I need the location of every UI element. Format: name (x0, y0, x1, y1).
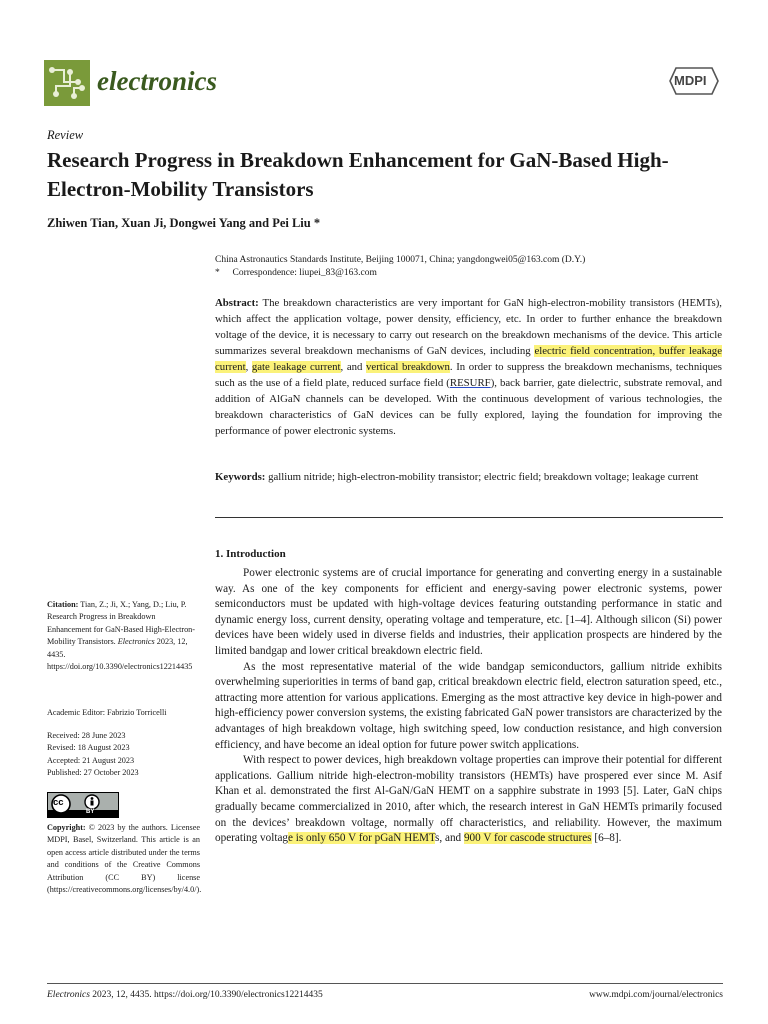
cc-license-badge[interactable] (47, 792, 119, 818)
copyright-notice (47, 822, 200, 896)
journal-logo-icon (44, 60, 90, 106)
introduction-body (215, 566, 722, 847)
mdpi-logo (668, 66, 720, 96)
abstract-text: ), back barrier, gate dielectric, substrate removal, and addition of AlGaN channels can be developed. With the continuous development of various technologies, the breakdown characteristics of GaN devices can be fully explored, laying the foundation for improving the performance of power electronic systems. (215, 377, 722, 437)
by-icon: BY (86, 809, 95, 815)
received-date: Received: 28 June 2023 (47, 731, 126, 740)
citation (47, 599, 200, 673)
paragraph-text: With respect to power devices, high breakdown voltage properties can improve their potential for different applications. Gallium nitride high-electron-mobility transistors (HEMTs) have prospered ever since M. Asif Khan et al. demonstrated the first Al-GaN/GaN HEMT on a sapphire substrate in 1993 [5]. Later, GaN chips gradually became commercialized in 2010, after which, the research interest in GaN HEMTs primarily focused on the devices’ breakdown voltage, normally off characteristics, and reliability. However, the maximum operating voltag (215, 754, 722, 845)
journal-name: electronics (97, 66, 217, 96)
highlight[interactable]: gate leakage current (251, 361, 341, 373)
highlight[interactable]: 900 V for cascode structures (463, 832, 592, 845)
footer-journal-url[interactable]: www.mdpi.com/journal/electronics (589, 990, 723, 1000)
abstract-text: , and (340, 361, 366, 373)
correspondence (215, 268, 377, 278)
published-date: Published: 27 October 2023 (47, 768, 139, 778)
keywords (215, 469, 722, 485)
paragraph: As the most representative material of the wide bandgap semiconductors, gallium nitride exhibits overwhelming superiorities in terms of band gap, critical breakdown electric field, electron saturation speed, etc., attracting more attention for various applications. Emerging as the most attractive key device in high-power and high-efficiency power conversion systems, the existing fabricated GaN power transistors are characterized by the advantages of high breakdown voltage, high switching speed, low conduction resistance, and high conversion efficiency, and have become an ideal option for future power switch applications. (215, 660, 722, 751)
citation-doi[interactable]: 2023, 12, 4435. https://doi.org/10.3390/electronics12214435 (47, 637, 193, 672)
footer-divider (47, 983, 723, 984)
footer-journal: Electronics (47, 990, 90, 1000)
divider (215, 517, 723, 518)
paragraph (215, 753, 722, 847)
academic-editor: Academic Editor: Fabrizio Torricelli (47, 708, 167, 717)
keywords-label: Keywords: (215, 471, 266, 483)
copyright-label: Copyright: (47, 823, 86, 832)
highlight[interactable]: electric field concentration, buffer leakage current (215, 345, 722, 373)
mdpi-logo-text: MDPI (674, 73, 707, 88)
abstract-text: The breakdown characteristics are very important for GaN high-electron-mobility transistors (HEMTs), which affect the application voltage, power density, efficiency, etc. In order to further enhance the breakdown voltage of the device, it is necessary to carry out research on the breakdown mechanisms of the device. This article summarizes several breakdown mechanisms of GaN devices, including (215, 297, 722, 357)
paragraph-text: [6–8]. (591, 832, 622, 845)
highlight[interactable]: vertical breakdown (366, 361, 450, 373)
abstract-label: Abstract: (215, 297, 259, 309)
affiliation: China Astronautics Standards Institute, Beijing 100071, China; yangdongwei05@163.com (D.Y.) (215, 255, 586, 265)
abstract-text: . In order to suppress the breakdown mechanisms, techniques such as the use of a field plate, reduced surface field ( (215, 361, 723, 389)
resurf-annotation[interactable]: RESURF (449, 377, 491, 389)
paragraph-text: s, and (435, 832, 464, 845)
revised-date: Revised: 18 August 2023 (47, 743, 130, 753)
page-title: Research Progress in Breakdown Enhancement for GaN-Based High-Electron-Mobility Transistors (47, 148, 669, 201)
abstract-text: , (245, 361, 252, 373)
citation-journal: Electronics (117, 637, 155, 647)
author-list: Zhiwen Tian, Xuan Ji, Dongwei Yang and Pei Liu * (47, 216, 321, 230)
cc-icon: cc (53, 797, 64, 808)
article-type: Review (47, 128, 84, 142)
keywords-text: gallium nitride; high-electron-mobility transistor; electric field; breakdown voltage; leakage current (265, 471, 699, 483)
highlight[interactable]: e is only 650 V for pGaN HEMT (288, 832, 436, 845)
publication-dates (47, 730, 200, 780)
correspondence-email[interactable]: Correspondence: liupei_83@163.com (232, 268, 377, 278)
citation-text: Tian, Z.; Ji, X.; Yang, D.; Liu, P. Research Progress in Breakdown Enhancement for GaN-Based High-Electron-Mobility Transistors. (47, 600, 195, 647)
footer-citation (47, 990, 323, 1000)
section-heading: 1. Introduction (215, 548, 286, 560)
citation-label: Citation: (47, 600, 79, 609)
copyright-text: © 2023 by the authors. Licensee MDPI, Basel, Switzerland. This article is an open access article distributed under the terms and conditions of the Creative Commons Attribution (CC BY) license (https://creativecommons.org/licenses/by/4.0/). (47, 823, 202, 895)
paragraph: Power electronic systems are of crucial importance for generating and converting energy in a sustainable way. As one of the key components for efficient and energy-saving power electronic systems, power semiconductors must be updated with high-voltage devices featuring outstanding performance in static and dynamic energy loss, current density, operating voltage and temperature, etc. [1–4]. Although silicon (Si) power devices have been widely used in diverse fields and industries, their application prospects are hindered by the limited bandgap and lower critical breakdown electric field. (215, 567, 722, 657)
correspondence-mark: * (215, 268, 220, 278)
abstract (215, 295, 722, 439)
footer-doi[interactable]: 2023, 12, 4435. https://doi.org/10.3390/electronics12214435 (89, 990, 323, 1000)
accepted-date: Accepted: 21 August 2023 (47, 755, 135, 765)
